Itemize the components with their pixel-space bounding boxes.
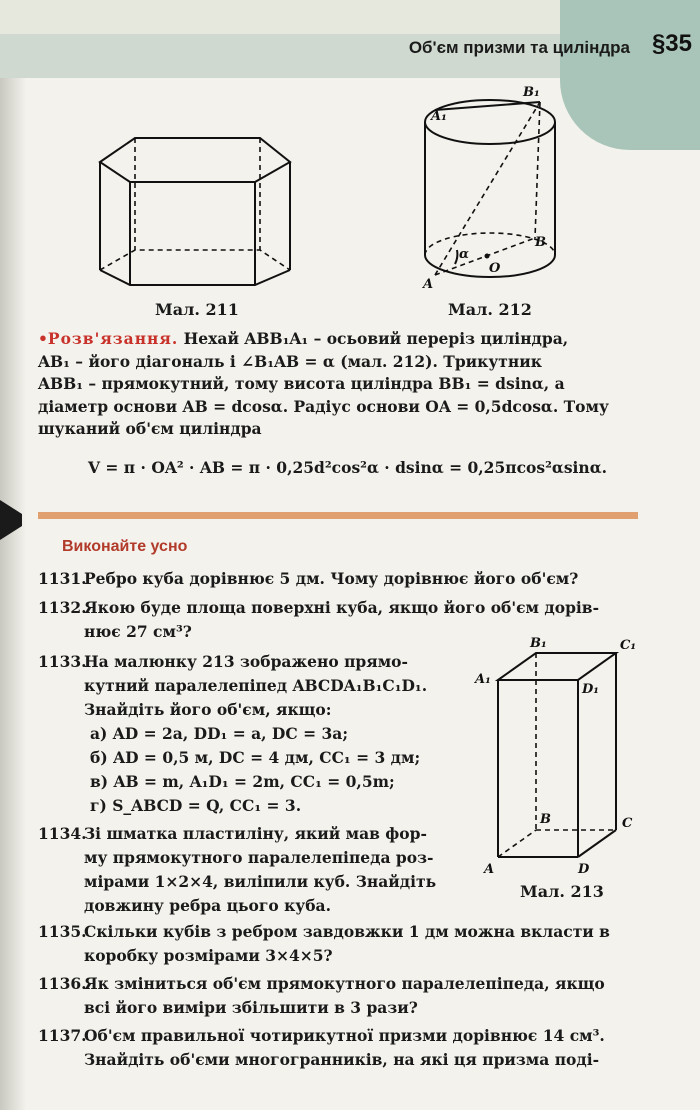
fig213-label-a1: A₁ — [475, 672, 491, 687]
problem-item-a: а) AD = 2a, DD₁ = a, DC = 3a; — [90, 724, 349, 743]
oral-heading: Виконайте усно — [62, 538, 188, 555]
solution-paragraph: •Розв'язання. Нехай ABB₁A₁ – осьовий переріз циліндра, AB₁ – його діагональ і ∠B₁AB = α (мал. 212). Трикутник ABB₁ – прямокутний, тому висота циліндра BB₁ = dsinα, а діаметр основи AB = dcosα. Радіус основи OA = 0,5dcosα. Тому шуканий об'єм циліндра — [38, 329, 609, 438]
running-title: Об'єм призми та циліндра — [408, 38, 630, 57]
solution-line-1: Нехай ABB₁A₁ – осьовий переріз циліндра, — [183, 329, 569, 348]
problem-number: 1132. — [38, 598, 87, 617]
problem-text-line-2: му прямокутного паралелепіпеда роз- — [84, 848, 434, 867]
solution-heading: Розв'язання. — [47, 329, 179, 348]
fig212-label-a1: A₁ — [431, 109, 447, 124]
fig212-label-o: O — [489, 261, 501, 276]
problem-text-line-3: мірами 1×2×4, виліпили куб. Знайдіть — [84, 872, 437, 891]
page-spine-shadow — [0, 0, 26, 1110]
problem-number: 1137. — [38, 1026, 87, 1045]
problem-text-line-2: Знайдіть об'єми многогранників, на які ця призма поді- — [84, 1050, 600, 1069]
problem-number: 1133. — [38, 652, 87, 671]
fig212-label-alpha: α — [459, 247, 470, 262]
figure-212-cylinder — [405, 80, 580, 295]
problem-text-line-3: Знайдіть його об'єм, якщо: — [84, 700, 332, 719]
problem-text-line-2: кутний паралелепіпед ABCDA₁B₁C₁D₁. — [84, 676, 428, 695]
problem-number: 1131. — [38, 569, 87, 588]
figure-212-caption: Мал. 212 — [448, 300, 532, 319]
problem-text-line-1: Скільки кубів з ребром завдовжки 1 дм можна вкласти в — [84, 922, 610, 941]
problem-number: 1136. — [38, 974, 87, 993]
problem-1134 — [38, 822, 448, 918]
figure-211-hexagonal-prism — [90, 120, 310, 295]
figure-211-caption: Мал. 211 — [155, 300, 239, 319]
problem-item-b: б) AD = 0,5 м, DC = 4 дм, CC₁ = 3 дм; — [90, 748, 421, 767]
problem-text-line-1: Об'єм правильної чотирикутної призми дорівнює 14 см³. — [84, 1026, 605, 1045]
problem-1133 — [38, 650, 448, 818]
problem-number: 1135. — [38, 922, 87, 941]
fig212-label-b1: B₁ — [523, 85, 540, 100]
problem-text-line-1: Як зміниться об'єм прямокутного паралелепіпеда, якщо — [84, 974, 605, 993]
solution-line-3: ABB₁ – прямокутний, тому висота циліндра BB₁ = dsinα, а — [38, 374, 565, 393]
problem-text-line-2: коробку розмірами 3×4×5? — [84, 946, 333, 965]
fig213-label-c1: C₁ — [620, 638, 637, 653]
section-divider — [38, 512, 638, 519]
fig212-label-b: B — [535, 235, 546, 250]
fig213-label-d: D — [578, 862, 590, 877]
fig213-label-c: C — [622, 816, 633, 831]
problem-text-line-2: нює 27 см³? — [84, 622, 192, 641]
fig212-label-a: A — [423, 277, 434, 292]
problem-text-line-4: довжину ребра цього куба. — [84, 896, 332, 915]
problem-text-line-1: Якою буде площа поверхні куба, якщо його об'єм дорів- — [84, 598, 600, 617]
section-number: §35 — [651, 30, 692, 57]
problem-text: Ребро куба дорівнює 5 дм. Чому дорівнює його об'єм? — [84, 569, 579, 588]
problem-text-line-1: Зі шматка пластиліну, який мав фор- — [84, 824, 427, 843]
problem-1135 — [38, 920, 638, 968]
problem-number: 1134. — [38, 824, 87, 843]
section-tab — [560, 0, 700, 150]
solution-line-4: діаметр основи AB = dcosα. Радіус основи OA = 0,5dcosα. Тому — [38, 396, 609, 416]
problem-1137 — [38, 1024, 638, 1072]
figure-213-parallelepiped — [470, 635, 650, 880]
fig213-label-b1: B₁ — [530, 636, 547, 651]
solution-line-5: шуканий об'єм циліндра — [38, 419, 262, 438]
solution-formula: V = π · OA² · AB = π · 0,25d²cos²α · dsinα = 0,25πcos²αsinα. — [88, 458, 608, 477]
fig213-label-d1: D₁ — [582, 682, 599, 697]
problem-text-line-2: всі його виміри збільшити в 3 рази? — [84, 998, 418, 1017]
figure-213-caption: Мал. 213 — [520, 882, 604, 901]
problem-1136 — [38, 972, 638, 1020]
problem-item-g: г) S_ABCD = Q, CC₁ = 3. — [90, 796, 302, 815]
problem-text-line-1: На малюнку 213 зображено прямо- — [84, 652, 408, 671]
fig213-label-a: A — [484, 862, 495, 877]
solution-line-2: AB₁ – його діагональ і ∠B₁AB = α (мал. 212). Трикутник — [38, 351, 542, 371]
problem-1131 — [38, 567, 638, 591]
fig213-label-b: B — [540, 812, 551, 827]
problem-item-v: в) AB = m, A₁D₁ = 2m, CC₁ = 0,5m; — [90, 772, 395, 791]
